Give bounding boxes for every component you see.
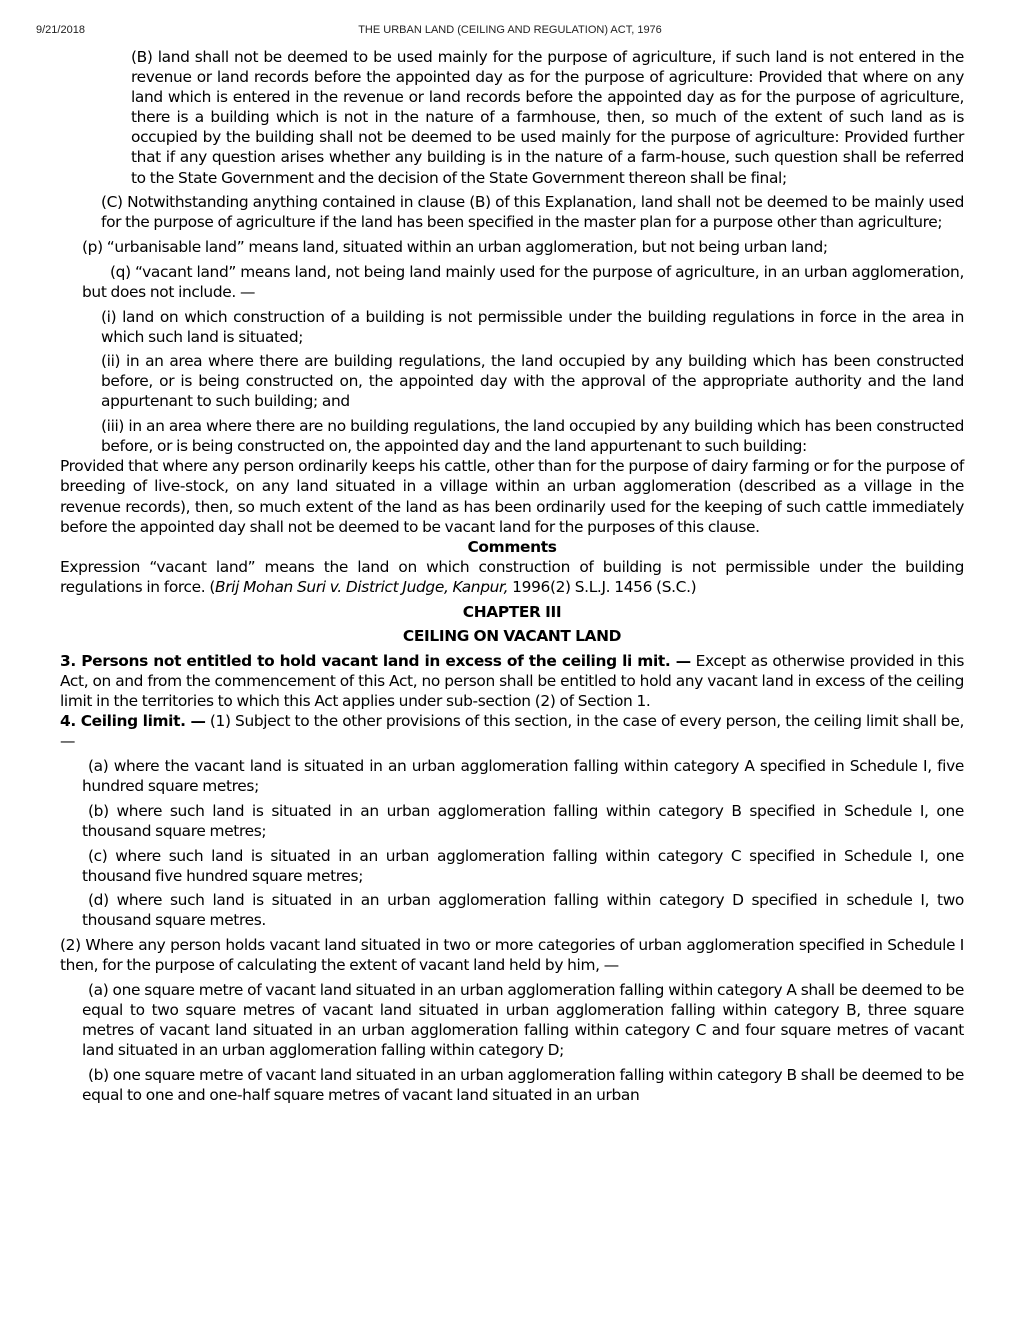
section-3-text: Except as otherwise provided in this Act, on and from the commencement of this Act, no person shall be entitled to hold any vacant land in excess of the ceiling limit in the territories to which this Act applies under sub-section (2) of Section 1. <box>60 651 964 711</box>
section-4-item-d <box>82 890 964 930</box>
print-date: 9/21/2018 <box>36 24 85 36</box>
clause-p: (p) “urbanisable land” means land, situated within an urban agglomeration, but not being urban land; <box>82 238 828 257</box>
comments-heading: Comments <box>467 537 557 556</box>
item-text: (d) where such land is situated in an urban agglomeration falling within category D specified in schedule I, two thousand square metres. <box>82 891 964 930</box>
section-4-item-a <box>82 756 964 796</box>
clause-c: (C) Notwithstanding anything contained in clause (B) of this Explanation, land shall not be deemed to be mainly used for the purpose of agriculture if the land has been specified in the master plan for a purpose other than agriculture; <box>101 193 964 232</box>
document-body <box>60 47 964 1105</box>
subsection-2: (2) Where any person holds vacant land situated in two or more categories of urban agglomeration specified in Schedule I then, for the purpose of calculating the extent of vacant land held by him, — <box>60 936 964 975</box>
case-citation: 1996(2) S.L.J. 1456 (S.C.) <box>508 577 697 596</box>
item-text: (b) where such land is situated in an urban agglomeration falling within category B specified in Schedule I, one thousand square metres; <box>82 801 964 840</box>
subsection-2-item-a <box>82 980 964 1060</box>
section-4-heading: 4. Ceiling limit. — <box>60 712 206 731</box>
clause-iii: (iii) in an area where there are no building regulations, the land occupied by any building which has been constructed before, or is being constructed on, the appointed day and the land appurtenant to such building: <box>101 417 964 456</box>
section-4-item-b <box>82 801 964 841</box>
proviso: Provided that where any person ordinarily keeps his cattle, other than for the purpose of dairy farming or for the purpose of breeding of live-stock, on any land situated in a village within an urban agglomeration (described as a village in the revenue records), then, so much extent of the land as has been ordinarily used for the keeping of such cattle immediately before the appointed day shall not be deemed to be vacant land for the purposes of this clause. <box>60 457 964 536</box>
subsection-2-item-b <box>82 1065 964 1105</box>
page-header <box>0 24 1020 40</box>
section-4-item-c <box>82 846 964 886</box>
section-3-heading: 3. Persons not entitled to hold vacant land in excess of the ceiling li mit. — <box>60 651 691 670</box>
clause-ii: (ii) in an area where there are building regulations, the land occupied by any building which has been constructed before, or is being constructed on, the appointed day with the approval of the appropriate authority and the land appurtenant to such building; and <box>101 352 964 411</box>
section-4 <box>60 711 964 751</box>
clause-i: (i) land on which construction of a building is not permissible under the building regulations in force in the area in which such land is situated; <box>101 307 964 346</box>
section-3 <box>60 651 964 711</box>
clause-q-text: (q) “vacant land” means land, not being land mainly used for the purpose of agriculture, in an urban agglomeration, but does not include. — <box>82 262 964 301</box>
item-text: (c) where such land is situated in an urban agglomeration falling within category C specified in Schedule I, one thousand five hundred square metres; <box>82 846 964 885</box>
case-name: Brij Mohan Suri v. District Judge, Kanpur, <box>215 577 509 596</box>
item-text: (a) where the vacant land is situated in an urban agglomeration falling within category A specified in Schedule I, five hundred square metres; <box>82 757 964 796</box>
document-title: THE URBAN LAND (CEILING AND REGULATION) ACT, 1976 <box>358 24 662 36</box>
clause-b: (B) land shall not be deemed to be used mainly for the purpose of agriculture, if such land is not entered in the revenue or land records before the appointed day as for the purpose of agriculture: Provided that where on any land which is entered in the revenue or land records before the appointed day as for the purpose of agriculture, there is a building which is not in the nature of a farmhouse, then, so much of the extent of such land as is occupied by the building shall not be deemed to be used mainly for the purpose of agriculture: Provided further that if any question arises whether any building is in the nature of a farm-house, such question shall be referred to the State Government and the decision of the State Government thereon shall be final; <box>131 48 964 187</box>
clause-q <box>82 262 964 302</box>
item-text: (b) one square metre of vacant land situated in an urban agglomeration falling within category B shall be deemed to be equal to one and one-half square metres of vacant land situated in an urban <box>82 1065 964 1104</box>
chapter-number: CHAPTER III <box>462 602 562 621</box>
chapter-title: CEILING ON VACANT LAND <box>402 627 622 646</box>
section-4-text: (1) Subject to the other provisions of this section, in the case of every person, the ceiling limit shall be, — <box>60 712 964 751</box>
item-text: (a) one square metre of vacant land situated in an urban agglomeration falling within category A shall be deemed to be equal to two square metres of vacant land situated in urban agglomeration falling within category B, three square metres of vacant land situated in an urban agglomeration falling within category C and four square metres of vacant land situated in an urban agglomeration falling within category D; <box>82 980 964 1060</box>
comments-text <box>60 557 964 597</box>
comments-body: Expression “vacant land” means the land on which construction of building is not permissible under the building regulations in force. ( <box>60 557 964 596</box>
